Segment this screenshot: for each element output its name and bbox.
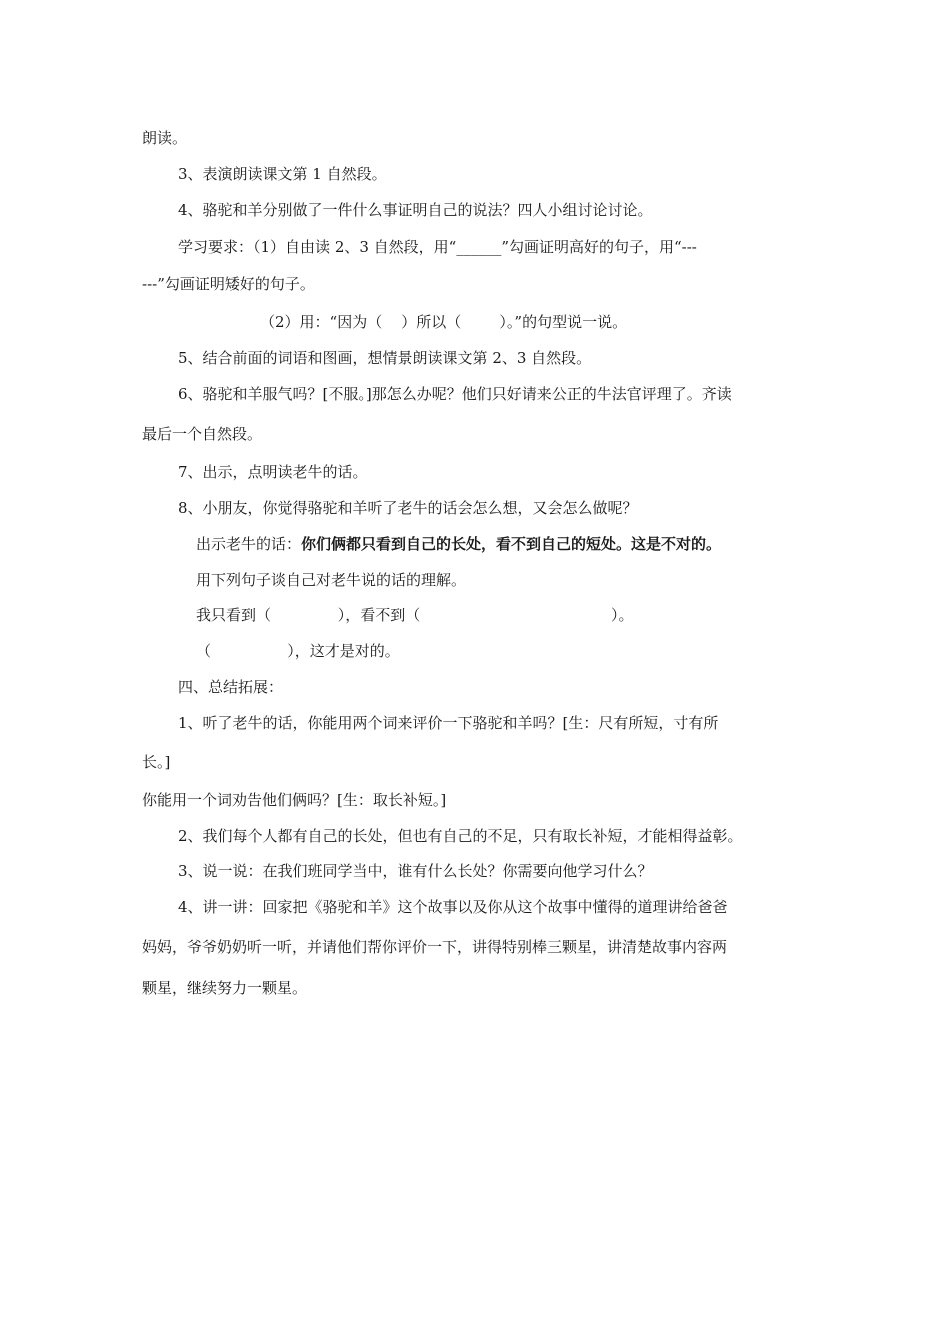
text-line: 妈妈，爷爷奶奶听一听，并请他们帮你评价一下，讲得特别棒三颗星，讲清楚故事内容两 — [142, 938, 728, 956]
text-line: 5、结合前面的词语和图画，想情景朗读课文第 2、3 自然段。 — [178, 349, 592, 367]
text-line: 8、小朋友，你觉得骆驼和羊听了老牛的话会怎么想，又会怎么做呢？ — [178, 499, 638, 517]
text-line: 3、说一说：在我们班同学当中，谁有什么长处？你需要向他学习什么？ — [178, 862, 653, 880]
text-line: 3、表演朗读课文第 1 自然段。 — [178, 165, 387, 183]
section-heading: 四、总结拓展： — [178, 678, 284, 696]
text-line: 用下列句子谈自己对老牛说的话的理解。 — [196, 571, 467, 589]
text-line: 颗星，继续努力一颗星。 — [142, 979, 308, 997]
text-line: 7、出示，点明读老牛的话。 — [178, 463, 368, 481]
text-line: 你能用一个词劝告他们俩吗？[生：取长补短。] — [142, 791, 447, 809]
text-line: （ ），这才是对的。 — [196, 642, 400, 660]
text-line: 4、骆驼和羊分别做了一件什么事证明自己的说法？四人小组讨论讨论。 — [178, 201, 653, 219]
text-line — [196, 534, 721, 554]
text-line: 最后一个自然段。 — [142, 425, 263, 443]
text-line: 学习要求：（1）自由读 2、3 自然段，用“______”勾画证明高好的句子，用“--- — [178, 238, 697, 256]
quote-label: 出示老牛的话： — [196, 535, 302, 553]
text-line: 朗读。 — [142, 129, 188, 147]
text-line: 长。] — [142, 753, 171, 771]
text-line: 6、骆驼和羊服气吗？[不服。]那怎么办呢？他们只好请来公正的牛法官评理了。齐读 — [178, 385, 732, 403]
text-line: 1、听了老牛的话，你能用两个词来评价一下骆驼和羊吗？[生：尺有所短，寸有所 — [178, 714, 719, 732]
text-line: 2、我们每个人都有自己的长处，但也有自己的不足，只有取长补短，才能相得益彰。 — [178, 827, 743, 845]
text-line: 我只看到（ ），看不到（ ）。 — [196, 606, 634, 624]
text-line: （2）用：“因为（ ）所以（ ）。”的句型说一说。 — [260, 313, 628, 331]
text-line: 4、讲一讲：回家把《骆驼和羊》这个故事以及你从这个故事中懂得的道理讲给爸爸 — [178, 898, 728, 916]
text-line: ---”勾画证明矮好的句子。 — [142, 275, 315, 293]
old-ox-quote: 你们俩都只看到自己的长处，看不到自己的短处。这是不对的。 — [301, 535, 722, 553]
